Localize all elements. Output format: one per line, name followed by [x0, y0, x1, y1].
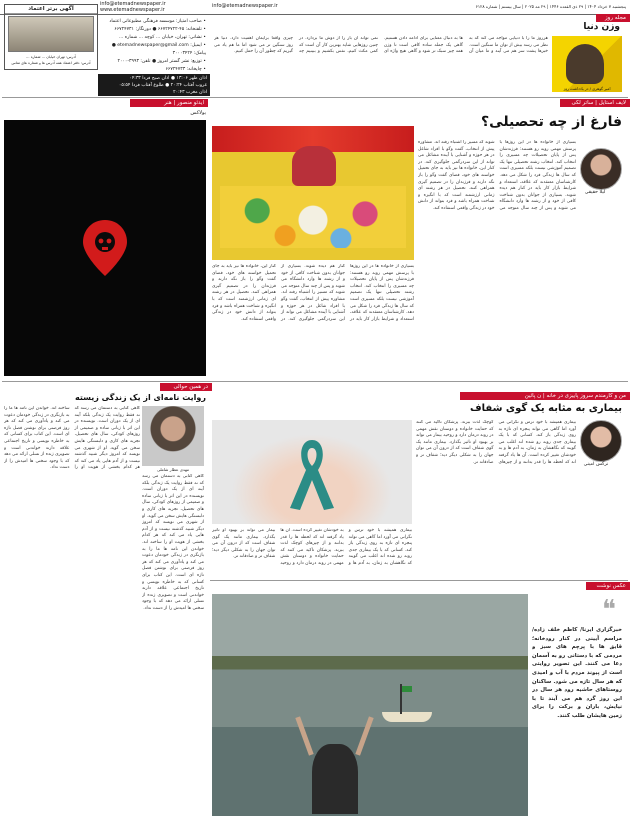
main-article-photo	[212, 126, 414, 260]
info-line: • ایمیل: etemadnewspaper@gmail.com ● پیامک: ۳۰۰۰۳۴۲۴	[111, 43, 206, 56]
disease-article-body-right: بیماری همیشه با خود ترس و نگرانی می آورد اما گاهی می تواند پنجره ای تازه به روی زندگی باز کند. کسانی که با یک بیماری جدی روبه رو شده اند اغلب می گویند که نگاهشان به زمان، به آدم ها و به خودشان تغییر کرده است. آن ها یاد گرفته اند که لحظه ها را قدر بدانند و از چیزهای کوچک لذت ببرند. پزشکان تاکید می کنند که حمایت خانواده و دوستان نقش مهمی در روند درمان دارد و روحیه بیمار می تواند بر بهبود او تاثیر بگذارد. بیماری مانند یک گوی شفاف است که از درون آن می توان جهان را به شکلی دیگر دید؛ شفاف تر و صادقانه تر.	[416, 420, 576, 465]
section-tag-art: ایدئو منصور | هنر	[130, 99, 208, 107]
section-tag-disease: من و کارمندم سروز پاییزی در خانه | ن پائین	[460, 392, 630, 400]
info-line: • نشانی: تهران، خیابان ... کوچه ... شماره ...	[118, 35, 206, 40]
main-article-body-below: بسیاری از خانواده ها در این روزها با پرسش مهمی روبه رو هستند: فرزندشان پس از پایان تحصیلات چه مسیری را انتخاب کند. انتخاب رشته تحصیلی تنها یک تصمیم آموزشی نیست بلکه مسیری است که سال ها زندگی فرد را شکل می دهد. کارشناسان معتقدند که علاقه، استعداد و شرایط بازار کار باید در کنار هم دیده شوند. بسیاری از جوانان بدون شناخت کافی از خود و از رشته ها وارد دانشگاه می شوند و پس از چند سال متوجه می شوند که مسیر را اشتباه رفته اند. مشاوره پیش از انتخاب، گفت وگو با افراد شاغل در هر حوزه و آشنایی با آینده مشاغل می تواند از این سردرگمی جلوگیری کند. در کنار این، خانواده ها نیز باید به جای تحمیل خواسته های خود، فضای گفت وگو را باز نگه دارند و فرزندان را در تصمیم گیری همراهی کنند. تحصیل در هر رشته ای زمانی ارزشمند است که با انگیزه و شناخت همراه باشد و فرد بتواند از دانش خود در زندگی واقعی استفاده کند.	[212, 264, 414, 322]
date-line: پنجشنبه ۷ خرداد ۱۴۰۴ | ۲۹ ذی القعده ۱۴۴۶ | ۲۹ مه ۲۰۲۵ | سال بیستم | شماره ۶۱۲۸	[475, 4, 626, 9]
divider	[2, 381, 628, 382]
boat-flag	[402, 686, 412, 692]
masthead-photo	[8, 16, 94, 52]
left-black-panel	[4, 120, 206, 376]
prayer-time-line: غروب آفتاب ۲۰:۲۴ ● طلوع آفتاب فردا ۰۵:۵۴	[118, 83, 207, 88]
header-email-right[interactable]: info@etemadnewspaper.ir	[212, 3, 278, 9]
disease-author-photo	[580, 420, 622, 462]
section-tag-photo: عکس نوشت	[586, 582, 630, 590]
main-article-title: فارغ از چه تحصیلی؟	[481, 114, 622, 130]
prayer-time-line: اذان ظهر ۱۳:۰۶ ● اذان صبح فردا ۰۴:۳۳	[129, 76, 207, 81]
author-name: لیلا حقیقی	[584, 190, 606, 195]
quote-icon: ❝	[602, 595, 616, 625]
header-email-left[interactable]: info@etemadnewspaper.ir	[100, 1, 166, 7]
photo-caption: خبرگزاری ایرنا/ کاظم خلف زاده/ مراسم آیینی در کنار رودخانه؛ قایق ها با پرچم های سبز و مردمی که با دستانی رو به آسمان دعا می کنند. این تصویر روایتی است از پیوند مردم با آب و امیدی که هر سال تازه می شود. ساکنان روستاهای حاشیه رود هر سال در این روز گرد هم می آیند تا با نیایش، باران و برکت را برای زمین هایشان طلب کنند.	[532, 627, 622, 719]
middle-article-body-lower: گاهی کتابی به دستمان می رسد که نه فقط روایت یک زندگی بلکه آینه ای از یک دوران است. نویسنده در این اثر با زبانی ساده و صمیمی از روزهای کودکی، سال های تحصیل، تجربه های کاری و دلبستگی هایش سخن می گوید. او از شهری می نویسد که امروز دیگر شبیه گذشته نیست و از آدم هایی یاد می کند که هر کدام بخشی از هویت او را ساخته اند. خواندن این نامه ها ما را به بازنگری در زندگی خودمان دعوت می کند و یادآوری می کند که هر روز فرصتی برای نوشتن فصل تازه ای است. این کتاب برای کسانی که به خاطره نویسی و تاریخ اجتماعی علاقه دارند خواندنی است و تصویری زنده از نسلی ارائه می دهد که با وجود سختی ها امیدش را از دست نداد.	[142, 474, 204, 611]
middle-article-title: روایت نامه‌ای از یک زندگی زیسته	[75, 393, 206, 402]
main-article-body-right: بسیاری از خانواده ها در این روزها با پرسش مهمی روبه رو هستند: فرزندشان پس از پایان تحصیلات چه مسیری را انتخاب کند. انتخاب رشته تحصیلی تنها یک تصمیم آموزشی نیست بلکه مسیری است که سال ها زندگی فرد را شکل می دهد. کارشناسان معتقدند که علاقه، استعداد و شرایط بازار کار باید در کنار هم دیده شوند. بسیاری از جوانان بدون شناخت کافی از خود و از رشته ها وارد دانشگاه می شوند و پس از چند سال متوجه می شوند که مسیر را اشتباه رفته اند. مشاوره پیش از انتخاب، گفت وگو با افراد شاغل در هر حوزه و آشنایی با آینده مشاغل می تواند از این سردرگمی جلوگیری کند. در کنار این، خانواده ها نیز باید به جای تحمیل خواسته های خود، فضای گفت وگو را باز نگه دارند و فرزندان را در تصمیم گیری همراهی کنند. تحصیل در هر رشته ای زمانی ارزشمند است که با انگیزه و شناخت همراه باشد و فرد بتواند از دانش خود در زندگی واقعی استفاده کند.	[418, 140, 576, 211]
info-line: • چاپخانه: ۶۶۷۲۴۷۳۳	[165, 67, 206, 72]
info-box	[100, 18, 206, 72]
portrait-figure	[566, 44, 604, 84]
masthead-tagline: آدرس: تهران خیابان ... شماره ...	[26, 55, 76, 59]
section-tag-daily: مجله روز	[596, 14, 630, 22]
divider	[210, 580, 628, 581]
middle-article-body: گاهی کتابی به دستمان می رسد که نه فقط روایت یک زندگی بلکه آینه ای از یک دوران است. نویسنده در این اثر با زبانی ساده و صمیمی از روزهای کودکی، سال های تحصیل، تجربه های کاری و دلبستگی هایش سخن می گوید. او از شهری می نویسد که امروز دیگر شبیه گذشته نیست و از آدم هایی یاد می کند که هر کدام بخشی از هویت او را ساخته اند. خواندن این نامه ها ما را به بازنگری در زندگی خودمان دعوت می کند و یادآوری می کند که هر روز فرصتی برای نوشتن فصل تازه ای است. این کتاب برای کسانی که به خاطره نویسی و تاریخ اجتماعی علاقه دارند خواندنی است و تصویری زنده از نسلی ارائه می دهد که با وجود سختی ها امیدش را از دست نداد.	[4, 406, 140, 471]
person-arm-left	[295, 716, 313, 755]
disease-article-photo	[212, 420, 412, 524]
masthead-title: آگهی برتر اعتماد	[5, 5, 97, 14]
middle-article-photo	[142, 406, 204, 466]
river-photo	[212, 594, 528, 816]
location-skull-icon	[80, 218, 130, 278]
top-right-caption: امیر گوهری / در یادداشت روز	[563, 86, 611, 91]
middle-article-caption: مهدی عطار شاملی	[157, 467, 189, 472]
person-figure	[312, 744, 358, 814]
photo-bowls	[220, 186, 406, 248]
info-line: • صاحب امتیاز: موسسه فرهنگی مطبوعاتی اعتماد	[109, 19, 206, 24]
author-photo	[580, 148, 622, 190]
top-right-title: وزن دنیا	[583, 22, 620, 32]
info-line: • تلفنخانه: ۴۵-۶۶۷۲۴۷۲۲ ● دورنگار: ۶۶۷۲۴۷۳۱	[114, 27, 206, 32]
masthead-box	[4, 4, 98, 70]
info-line: • توزیع: نشر گستر امروز ● تلفن: ۳۹۹۳-۲۰۰۰	[117, 59, 206, 64]
masthead-subtitle: آدرس: دفتر اعتماد همه آدرس ها و شماره های تماس	[11, 61, 91, 65]
disease-article-body-below: بیماری همیشه با خود ترس و نگرانی می آورد اما گاهی می تواند پنجره ای تازه به روی زندگی باز کند. کسانی که با یک بیماری جدی روبه رو شده اند اغلب می گویند که نگاهشان به زمان، به آدم ها و به خودشان تغییر کرده است. آن ها یاد گرفته اند که لحظه ها را قدر بدانند و از چیزهای کوچک لذت ببرند. پزشکان تاکید می کنند که حمایت خانواده و دوستان نقش مهمی در روند درمان دارد و روحیه بیمار می تواند بر بهبود او تاثیر بگذارد. بیماری مانند یک گوی شفاف است که از درون آن می توان جهان را به شکلی دیگر دید؛ شفاف تر و صادقانه تر.	[212, 528, 412, 566]
photo-vessel	[292, 146, 336, 186]
disease-author-name: نرگس امینی	[583, 462, 609, 467]
prayer-time-line: اذان مغرب ۲۰:۴۳	[173, 90, 207, 95]
section-tag-nearby: در همین حوالی	[160, 383, 212, 391]
disease-article-title: بیماری به مثابه یک گوی شفاف	[470, 403, 622, 414]
divider	[2, 97, 628, 98]
header-web-left[interactable]: www.etemadnewspaper.ir	[100, 7, 165, 13]
top-right-body: هرروز ما را با دنیایی مواجه می کند که به نظر می رسد بیش از توان ما سنگین است. خبرها پشت سر هم می آیند و ما میان آن ها به دنبال معنایی برای ادامه دادن هستیم. گاهی یک جمله ساده کافی است تا وزن همه چیز سبک تر شود و گاهی هیچ واژه ای نمی تواند آن بار را از دوش ما بردارد. در چنین روزهایی شاید بهترین کار آن است که کمی مکث کنیم، نفس بکشیم و ببینیم چه چیزی واقعاً برایمان اهمیت دارد. دنیا هر روز سنگین تر می شود اما ما هم یاد می گیریم که چطور آن را حمل کنیم.	[214, 36, 548, 55]
ribbon-icon	[282, 434, 342, 514]
section-tag-lifestyle: لایف استایل | ساتر لکی	[560, 99, 630, 107]
top-right-photo	[552, 36, 622, 92]
boat	[382, 712, 432, 722]
left-label: یولاکس	[190, 110, 206, 116]
prayer-times-bar	[98, 74, 210, 96]
person-arm-right	[355, 716, 373, 755]
